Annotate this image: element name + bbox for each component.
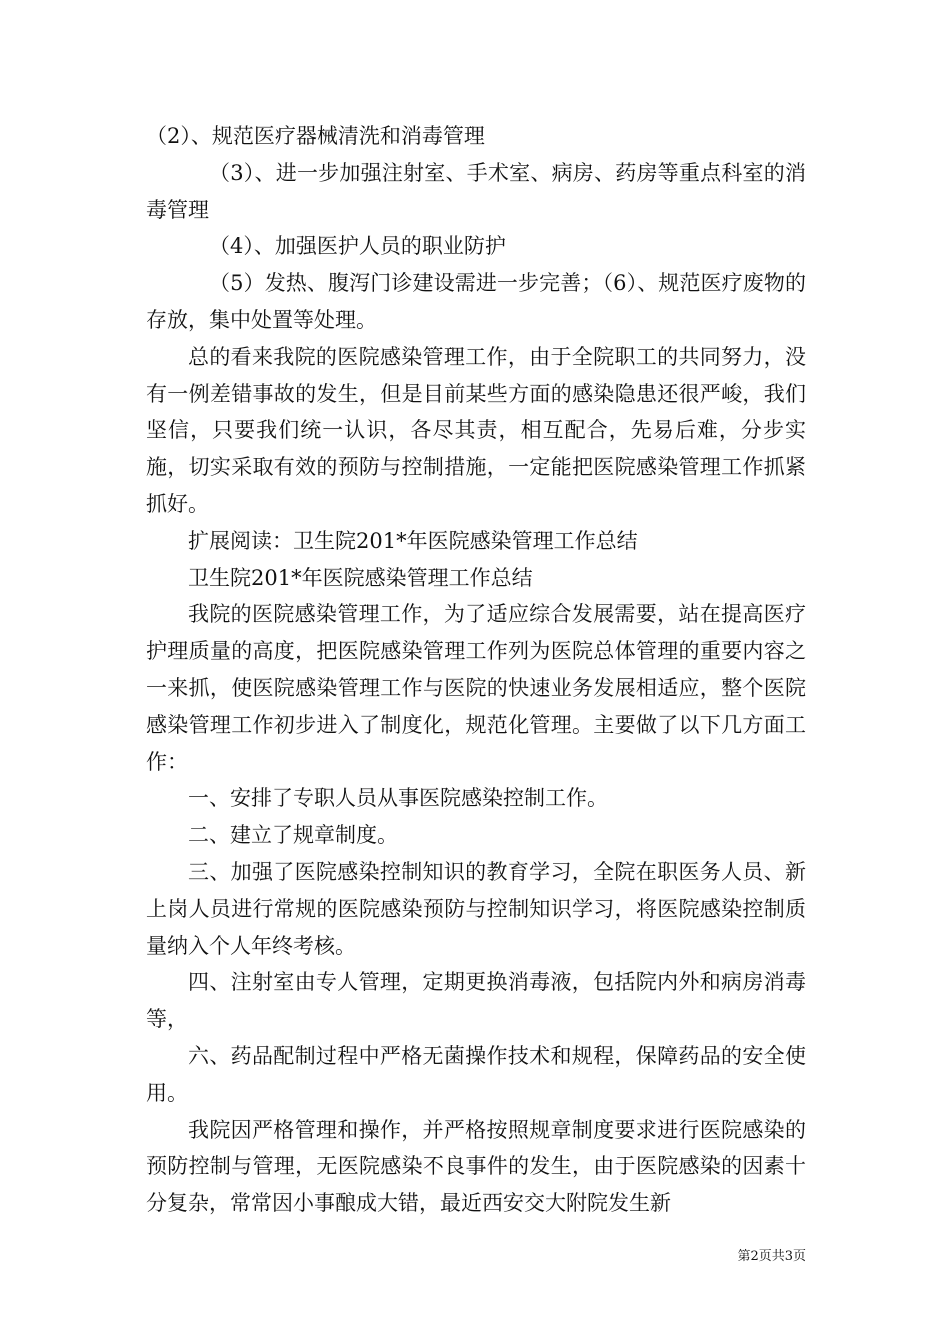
paragraph-conclusion: 我院因严格管理和操作，并严格按照规章制度要求进行医院感染的预防控制与管理，无医院感染不良事件的发生，由于医院感染的因素十分复杂，常常因小事酿成大错，最近西安交大附院发生新 xyxy=(146,1117,806,1216)
paragraph-item-2: （2）、规范医疗器械清洗和消毒管理 xyxy=(146,124,485,148)
paragraph-item-4: （4）、加强医护人员的职业防护 xyxy=(209,234,506,259)
extended-reading-heading: 扩展阅读：卫生院201*年医院感染管理工作总结 xyxy=(188,528,638,553)
paragraph-summary: 总的看来我院的医院感染管理工作，由于全院职工的共同努力，没有一例差错事故的发生，但是目前某些方面的感染隐患还很严峻，我们坚信，只要我们统一认识，各尽其责，相互配合，先易后难，分步实施，切实采取有效的预防与控制措施，一定能把医院感染管理工作抓紧抓好。 xyxy=(146,344,806,516)
paragraph-point-6: 六、药品配制过程中严格无菌操作技术和规程，保障药品的安全使用。 xyxy=(146,1043,806,1105)
page-number: 第2页共3页 xyxy=(737,1249,806,1264)
paragraph-point-4: 四、注射室由专人管理，定期更换消毒液，包括院内外和病房消毒等， xyxy=(146,970,806,1032)
section-title: 卫生院201*年医院感染管理工作总结 xyxy=(188,565,533,590)
paragraph-point-1: 一、安排了专职人员从事医院感染控制工作。 xyxy=(188,786,608,811)
paragraph-item-3: （3）、进一步加强注射室、手术室、病房、药房等重点科室的消毒管理 xyxy=(146,160,806,222)
document-body xyxy=(146,118,806,1222)
paragraph-intro: 我院的医院感染管理工作，为了适应综合发展需要，站在提高医疗护理质量的高度，把医院感染管理工作列为医院总体管理的重要内容之一来抓，使医院感染管理工作与医院的快速业务发展相适应，整个医院感染管理工作初步进入了制度化，规范化管理。主要做了以下几方面工作： xyxy=(146,602,806,774)
paragraph-item-5-6: （5）发热、腹泻门诊建设需进一步完善；（6）、规范医疗废物的存放，集中处置等处理。 xyxy=(146,271,806,332)
paragraph-point-2: 二、建立了规章制度。 xyxy=(188,823,398,848)
paragraph-point-3: 三、加强了医院感染控制知识的教育学习，全院在职医务人员、新上岗人员进行常规的医院感染预防与控制知识学习，将医院感染控制质量纳入个人年终考核。 xyxy=(146,859,806,958)
